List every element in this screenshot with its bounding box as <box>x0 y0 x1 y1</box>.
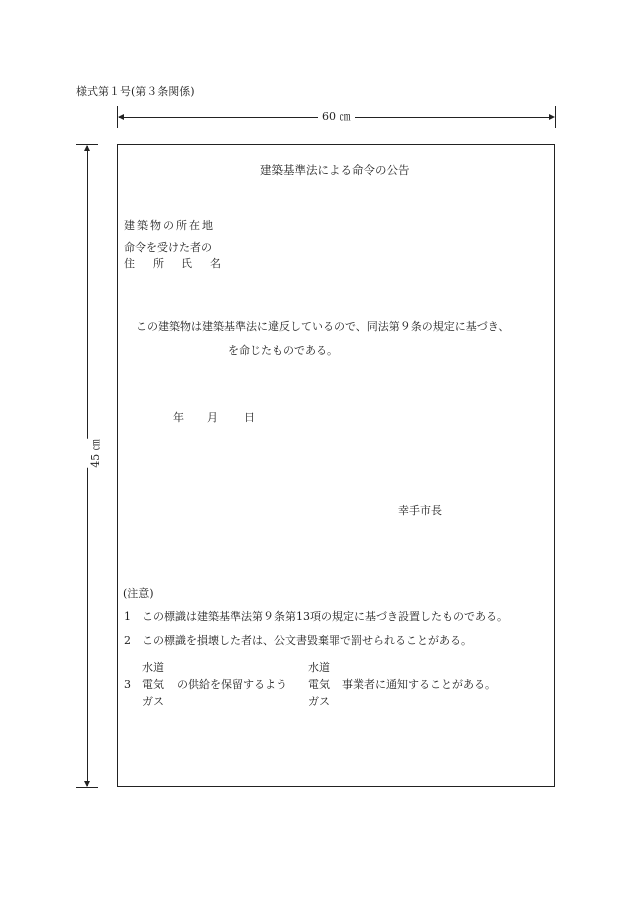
notes-heading: (注意) <box>123 587 154 600</box>
note-2-text: この標識を損壊した者は、公文書毀棄罪で罰せられることがある。 <box>142 634 472 647</box>
width-arrow-right <box>549 114 555 120</box>
notice-body-line-2: を命じたものである。 <box>228 344 338 357</box>
note-1-number: 1 <box>124 610 131 623</box>
note-3-utility-water: 水道 <box>142 661 164 674</box>
height-label: 45 ㎝ <box>88 439 102 468</box>
address-label-char-2: 所 <box>153 257 164 270</box>
address-label-char-1: 住 <box>124 257 135 270</box>
date-day-label: 日 <box>244 411 255 424</box>
building-location-label: 建築物の所在地 <box>124 219 215 232</box>
note-2-number: 2 <box>124 634 131 647</box>
name-label-char-2: 名 <box>210 257 221 270</box>
note-3-utility-electricity-2: 電気 <box>308 678 330 691</box>
date-month-label: 月 <box>207 411 218 424</box>
width-label: 60 ㎝ <box>318 111 355 122</box>
note-3-utility-gas: ガス <box>142 695 164 708</box>
note-3-utility-gas-2: ガス <box>308 695 330 708</box>
note-3-utility-water-2: 水道 <box>308 661 330 674</box>
issuer-label: 幸手市長 <box>398 504 442 517</box>
width-arrow-left <box>118 114 124 120</box>
notice-title: 建築基準法による命令の公告 <box>260 163 410 177</box>
date-year-label: 年 <box>173 411 184 424</box>
note-3-utility-electricity: 電気 <box>142 678 164 691</box>
note-3-middle-text: の供給を保留するよう <box>177 678 287 691</box>
note-1-text: この標識は建築基準法第９条第13項の規定に基づき設置したものである。 <box>142 610 508 623</box>
width-extension-right <box>555 106 556 128</box>
height-arrow-top <box>84 145 90 151</box>
notice-body-line-1: この建築物は建築基準法に違反しているので、同法第９条の規定に基づき、 <box>136 320 510 333</box>
note-3-number: 3 <box>124 678 131 691</box>
height-arrow-bottom <box>84 781 90 787</box>
ordered-person-label: 命令を受けた者の <box>124 241 212 254</box>
notice-sign <box>117 144 555 787</box>
form-label: 様式第１号(第３条関係) <box>76 85 195 98</box>
height-extension-bottom <box>76 787 98 788</box>
note-3-end-text: 事業者に通知することがある。 <box>342 678 496 691</box>
name-label-char-1: 氏 <box>181 257 192 270</box>
